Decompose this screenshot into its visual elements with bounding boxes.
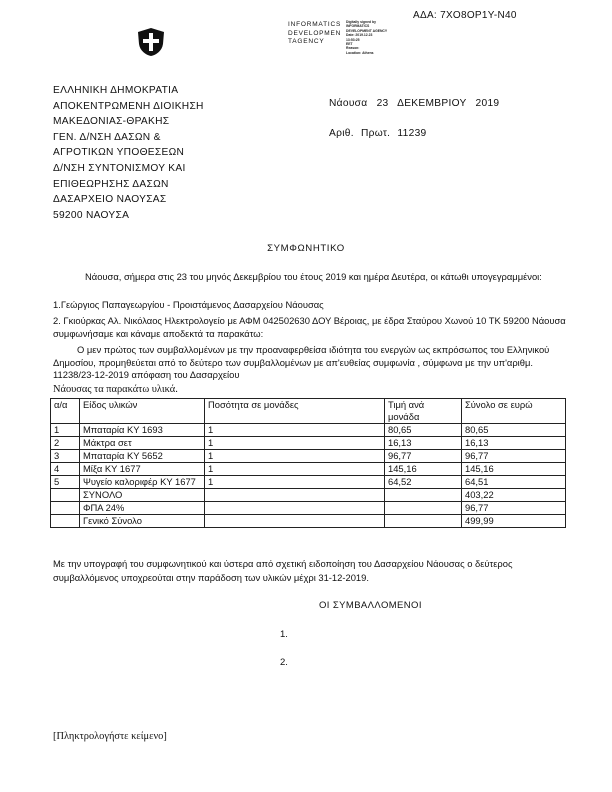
- sender-line: ΑΠΟΚΕΝΤΡΩΜΕΝΗ ΔΙΟΙΚΗΣΗ: [53, 100, 204, 112]
- items-table: [50, 398, 566, 528]
- ida-line: TAGENCY: [288, 38, 325, 45]
- intro-paragraph: Νάουσα, σήμερα στις 23 του μηνός Δεκεμβρίου του έτους 2019 και ημέρα Δευτέρα, οι κάτωθι υπογεγραμμένοι:: [85, 271, 542, 282]
- table-row: [51, 437, 566, 450]
- cell-quantity: 1: [205, 437, 385, 450]
- totals-value: 96,77: [462, 502, 566, 515]
- cell-unit-price: 96,77: [385, 450, 462, 463]
- header-cell: Ποσότητα σε μονάδες: [205, 399, 385, 424]
- cell-quantity: 1: [205, 424, 385, 437]
- header-cell: Είδος υλικών: [80, 399, 205, 424]
- cell-total: 96,77: [462, 450, 566, 463]
- cell-unit-price: 16,13: [385, 437, 462, 450]
- sender-line: ΑΓΡΟΤΙΚΩΝ ΥΠΟΘΕΣΕΩΝ: [53, 147, 185, 159]
- signature-detail-line: 13:53:25: [346, 37, 360, 42]
- cell-index: 4: [51, 463, 80, 476]
- cell-total: 145,16: [462, 463, 566, 476]
- totals-value: 403,22: [462, 489, 566, 502]
- table-row: [51, 463, 566, 476]
- footer-placeholder-text[interactable]: [Πληκτρολογήστε κείμενο]: [53, 731, 167, 742]
- totals-label: ΣΥΝΟΛΟ: [80, 489, 205, 502]
- totals-row: [51, 515, 566, 528]
- signature-detail-line: INFORMATICS: [346, 24, 370, 29]
- header-cell: α/α: [51, 399, 80, 424]
- cell-item: Μίξα ΚΥ 1677: [80, 463, 205, 476]
- sender-line: ΕΛΛΗΝΙΚΗ ΔΗΜΟΚΡΑΤΙΑ: [53, 85, 179, 96]
- header-cell: Τιμή ανά μονάδα: [385, 399, 462, 424]
- place-date: Νάουσα 23 ΔΕΚΕΜΒΡΙΟΥ 2019: [329, 98, 500, 109]
- ida-line: DEVELOPMEN: [288, 29, 342, 37]
- protocol-number: Αριθ. Πρωτ. 11239: [329, 128, 427, 139]
- cell-item: Μπαταρία ΚΥ 5652: [80, 450, 205, 463]
- cell-item: Μάκτρα σετ: [80, 437, 205, 450]
- totals-label: Γενικό Σύνολο: [80, 515, 205, 528]
- cell-unit-price: 145,16: [385, 463, 462, 476]
- cell-quantity: 1: [205, 450, 385, 463]
- cell-total: 64,51: [462, 476, 566, 489]
- body-paragraph: Ο μεν πρώτος των συμβαλλομένων με την προαναφερθείσα ιδιότητα του ενεργών ως εκπρόσωπος του Ελληνικού Δημοσίου, προμηθεύεται από το δεύτερο των συμβαλλομένων με απ'ευθείας συμφωνία , σύμφωνα με την υπ'αριθμ. 11238/23-12-2019 απόφαση του Δασαρχείου: [53, 344, 550, 380]
- cell-item: Ψυγείο καλοριφέρ ΚΥ 1677: [80, 476, 205, 489]
- totals-value: 499,99: [462, 515, 566, 528]
- cell-quantity: 1: [205, 463, 385, 476]
- sender-line: 59200 ΝΑΟΥΣΑ: [53, 209, 130, 221]
- party-one: 1.Γεώργιος Παπαγεωργίου - Προιστάμενος Δασαρχείου Νάουσας: [53, 299, 324, 310]
- signature-detail-line: Reason:: [346, 46, 360, 51]
- body-paragraph-tail: Νάουσας τα παρακάτω υλικά.: [53, 384, 178, 395]
- ada-code: ΑΔΑ: 7ΧΟ8ΟΡ1Υ-Ν40: [413, 10, 517, 21]
- totals-row: [51, 502, 566, 515]
- signature-detail-line: Digitally signed by: [346, 20, 376, 24]
- table-header-row: [51, 399, 566, 424]
- ida-line: INFORMATICS: [288, 21, 342, 28]
- cell-index: 1: [51, 424, 80, 437]
- document-title: ΣΥΜΦΩΝΗΤΙΚΟ: [267, 243, 345, 254]
- table-row: [51, 450, 566, 463]
- cell-index: 5: [51, 476, 80, 489]
- header-cell: Σύνολο σε ευρώ: [462, 399, 566, 424]
- greek-emblem-icon: [136, 27, 166, 57]
- ida-signature-block: [288, 21, 341, 47]
- sender-line: ΔΑΣΑΡΧΕΙΟ ΝΑΟΥΣΑΣ: [53, 194, 167, 206]
- table-row: [51, 476, 566, 489]
- sender-line: ΓΕΝ. Δ/ΝΣΗ ΔΑΣΩΝ &: [53, 131, 161, 143]
- cell-unit-price: 80,65: [385, 424, 462, 437]
- signature-detail-line: Location: Athens: [346, 50, 374, 55]
- signatures-heading: ΟΙ ΣΥΜΒΑΛΛΟΜΕΝΟΙ: [319, 600, 422, 611]
- signature-line-one: 1.: [280, 629, 288, 640]
- signature-detail-line: Date: 2019.12.23: [346, 33, 373, 38]
- cell-total: 16,13: [462, 437, 566, 450]
- signature-detail-line: EET: [346, 42, 353, 47]
- signature-detail-line: DEVELOPMENT AGENCY: [346, 28, 388, 33]
- digital-signature-details: [346, 20, 387, 55]
- totals-row: [51, 489, 566, 502]
- cell-index: 3: [51, 450, 80, 463]
- cell-quantity: 1: [205, 476, 385, 489]
- sender-address-block: [53, 83, 204, 223]
- sender-line: ΜΑΚΕΔΟΝΙΑΣ-ΘΡΑΚΗΣ: [53, 116, 170, 128]
- table-row: [51, 424, 566, 437]
- closing-paragraph: Με την υπογραφή του συμφωνητικού και ύστερα από σχετική ειδοποίηση του Δασαρχείου Νάουσας ο δεύτερος συμβαλλόμενος υποχρεούται στην παράδοση των υλικών μέχρι 31-12-2019.: [53, 558, 513, 583]
- signature-line-two: 2.: [280, 657, 288, 668]
- totals-label: ΦΠΑ 24%: [80, 502, 205, 515]
- cell-index: 2: [51, 437, 80, 450]
- sender-line: ΕΠΙΘΕΩΡΗΣΗΣ ΔΑΣΩΝ: [53, 178, 169, 190]
- cell-item: Μπαταρία ΚΥ 1693: [80, 424, 205, 437]
- cell-unit-price: 64,52: [385, 476, 462, 489]
- party-two: 2. Γκιούρκας Αλ. Νικόλαος Ηλεκτρολογείο με ΑΦΜ 042502630 ΔΟΥ Βέροιας, με έδρα Σταύρου Χωνού 10 ΤΚ 59200 Νάουσα συμφωνήσαμε και κάναμε αποδεκτά τα παρακάτω:: [53, 315, 566, 339]
- cell-total: 80,65: [462, 424, 566, 437]
- sender-line: Δ/ΝΣΗ ΣΥΝΤΟΝΙΣΜΟΥ ΚΑΙ: [53, 162, 186, 174]
